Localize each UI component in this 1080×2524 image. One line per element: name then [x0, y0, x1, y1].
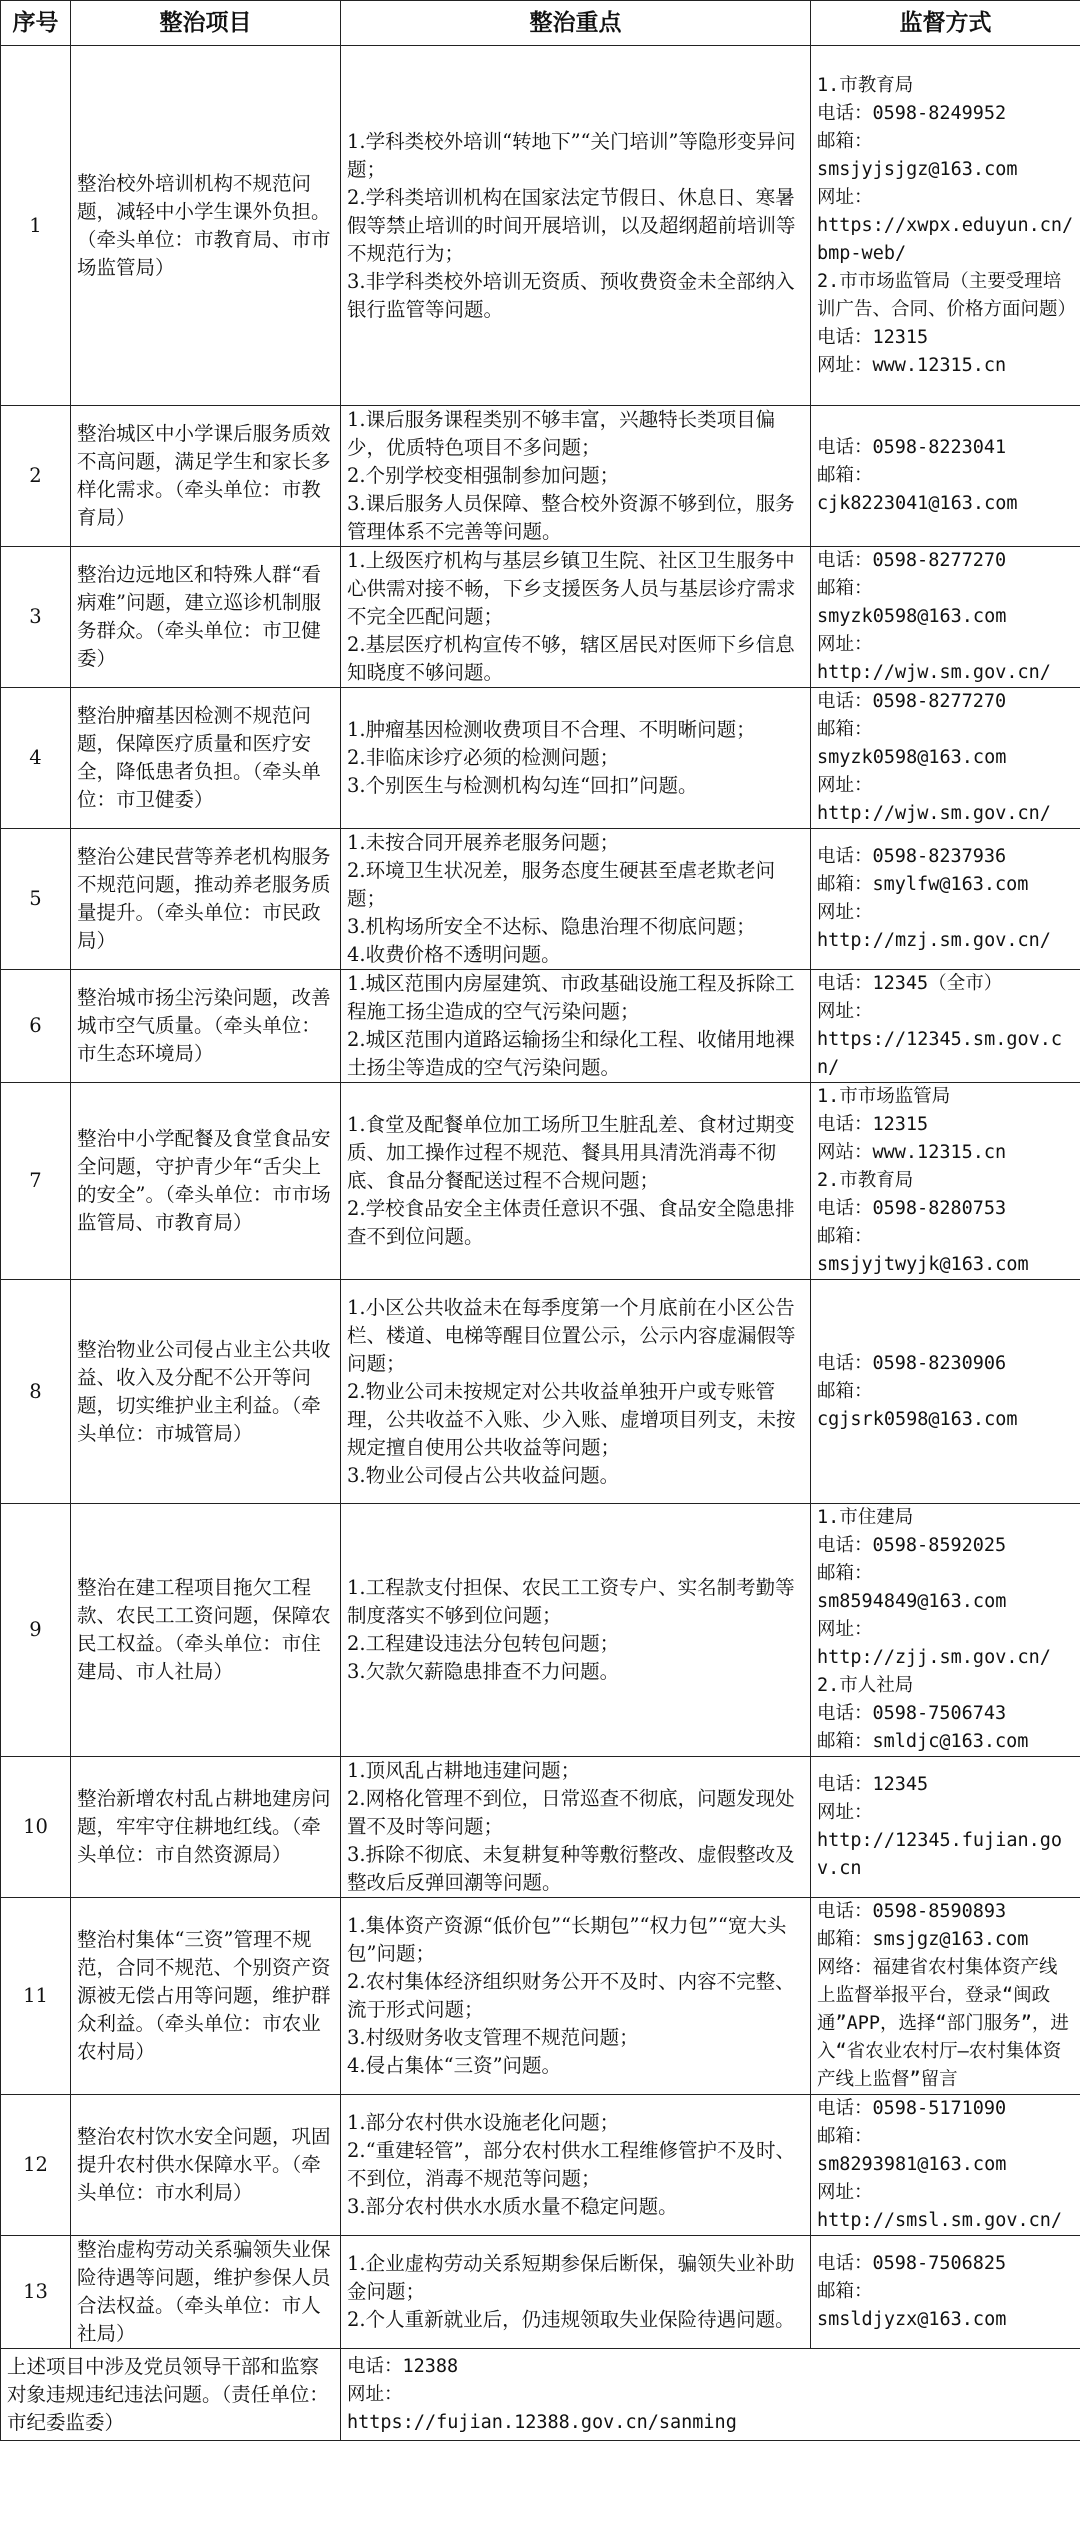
contact-line: 网址： — [817, 186, 873, 208]
rectification-item: 整治公建民营等养老机构服务不规范问题，推动养老服务质量提升。（牵头单位：市民政局） — [71, 829, 341, 970]
supervision-method — [811, 1280, 1080, 1504]
rectification-item: 整治物业公司侵占业主公共收益、收入及分配不公开等问题，切实维护业主利益。（牵头单位：市城管局） — [71, 1280, 341, 1504]
focus-point: 2.网格化管理不到位，日常巡查不彻底，问题发现处置不及时等问题； — [347, 1787, 795, 1838]
table-row — [1, 970, 1080, 1083]
contact-line: 网址： — [817, 902, 873, 923]
contact-line: 网络：福建省农村集体资产线上监督举报平台，登录“闽政通”APP，选择“部门服务”，进入“省农业农村厅—农村集体资产线上监督”留言 — [817, 1957, 1069, 2090]
contact-link[interactable]: cgjsrk0598@163.com — [817, 1408, 1018, 1430]
contact-line: 电话：12315 — [817, 1114, 929, 1135]
row-number: 1 — [1, 46, 71, 406]
rectification-item: 整治校外培训机构不规范问题，减轻中小学生课外负担。（牵头单位：市教育局、市市场监管局） — [71, 46, 341, 406]
focus-point: 3.非学科类校外培训无资质、预收费资金未全部纳入银行监管等问题。 — [347, 269, 795, 321]
contact-line: 网址： — [817, 1802, 873, 1823]
contact-line: 网址： — [347, 2383, 403, 2405]
contact-link[interactable]: smsjyjsjgz@163.com — [817, 158, 1018, 180]
contact-line: 邮箱： — [817, 1563, 873, 1584]
row-number: 12 — [1, 2095, 71, 2236]
contact-line: 邮箱： — [817, 1380, 873, 1402]
contact-line: 网址：www.12315.cn — [817, 354, 1007, 376]
rectification-item: 整治肿瘤基因检测不规范问题，保障医疗质量和医疗安全，降低患者负担。（牵头单位：市卫健委） — [71, 688, 341, 829]
contact-line: 1.市住建局 — [817, 1507, 914, 1528]
focus-point: 1.集体资产资源“低价包”“长期包”“权力包”“宽大头包”问题； — [347, 1914, 787, 1965]
contact-line: 电话：12388 — [347, 2355, 459, 2377]
contact-link[interactable]: https://fujian.12388.gov.cn/sanming — [347, 2411, 737, 2433]
contact-line: 电话：0598-7506743 — [817, 1703, 1007, 1724]
table-row — [1, 406, 1080, 547]
focus-point: 3.物业公司侵占公共收益问题。 — [347, 1463, 620, 1487]
contact-link[interactable]: http://zjj.sm.gov.cn/ — [817, 1647, 1051, 1668]
focus-point: 2.非临床诊疗必须的检测问题； — [347, 746, 620, 769]
table-row — [1, 46, 1080, 406]
contact-link[interactable]: cjk8223041@163.com — [817, 493, 1018, 514]
rectification-item: 整治在建工程项目拖欠工程款、农民工工资问题，保障农民工权益。（牵头单位：市住建局、市人社局） — [71, 1504, 341, 1757]
row-number: 7 — [1, 1083, 71, 1280]
table-row — [1, 1898, 1080, 2095]
contact-line: 邮箱： — [817, 578, 873, 599]
contact-link[interactable]: sm8594849@163.com — [817, 1591, 1007, 1612]
row-number: 9 — [1, 1504, 71, 1757]
supervision-method — [811, 2095, 1080, 2236]
row-number: 3 — [1, 547, 71, 688]
contact-line: 网站：www.12315.cn — [817, 1142, 1007, 1163]
focus-point: 3.课后服务人员保障、整合校外资源不够到位，服务管理体系不完善等问题。 — [347, 492, 795, 543]
rectification-item: 整治虚构劳动关系骗领失业保险待遇等问题，维护参保人员合法权益。（牵头单位：市人社局） — [71, 2236, 341, 2349]
contact-line: 网址： — [817, 2182, 873, 2203]
contact-link[interactable]: sm8293981@163.com — [817, 2154, 1007, 2175]
focus-point: 1.工程款支付担保、农民工工资专户、实名制考勤等制度落实不够到位问题； — [347, 1576, 795, 1627]
supervision-method — [811, 1757, 1080, 1898]
rectification-focus — [341, 1083, 811, 1280]
focus-point: 3.个别医生与检测机构勾连“回扣”问题。 — [347, 774, 698, 797]
focus-point: 2.工程建设违法分包转包问题； — [347, 1632, 620, 1655]
rectification-focus — [341, 1898, 811, 2095]
focus-point: 2.学科类培训机构在国家法定节假日、休息日、寒暑假等禁止培训的时间开展培训，以及超纲超前培训等不规范行为； — [347, 185, 796, 265]
rectification-focus — [341, 2095, 811, 2236]
contact-line: 2.市人社局 — [817, 1675, 914, 1696]
contact-link[interactable]: smyzk0598@163.com — [817, 747, 1007, 768]
supervision-method — [811, 970, 1080, 1083]
contact-line: 网址： — [817, 634, 873, 655]
contact-line: 电话：0598-7506825 — [817, 2253, 1007, 2274]
header-item: 整治项目 — [71, 1, 341, 46]
focus-point: 1.食堂及配餐单位加工场所卫生脏乱差、食材过期变质、加工操作过程不规范、餐具用具清洗消毒不彻底、食品分餐配送过程不合规问题； — [347, 1113, 795, 1192]
supervision-method — [811, 688, 1080, 829]
contact-line: 邮箱： — [817, 2126, 873, 2147]
row-number: 8 — [1, 1280, 71, 1504]
contact-line: 电话：12345（全市） — [817, 973, 1003, 994]
rectification-focus — [341, 2236, 811, 2349]
contact-line: 1.市市场监管局 — [817, 1086, 951, 1107]
focus-point: 1.企业虚构劳动关系短期参保后断保，骗领失业补助金问题； — [347, 2252, 795, 2303]
contact-line: 电话：0598-8237936 — [817, 846, 1007, 867]
focus-point: 2.个别学校变相强制参加问题； — [347, 464, 620, 487]
contact-line: 电话：0598-8277270 — [817, 550, 1007, 571]
supervision-method — [811, 1504, 1080, 1757]
rectification-focus — [341, 688, 811, 829]
contact-link[interactable]: smyzk0598@163.com — [817, 606, 1007, 627]
row-number: 6 — [1, 970, 71, 1083]
contact-line: 邮箱： — [817, 2281, 873, 2302]
table-row — [1, 547, 1080, 688]
focus-point: 3.村级财务收支管理不规范问题； — [347, 2026, 639, 2049]
focus-point: 1.学科类校外培训“转地下”“关门培训”等隐形变异问题； — [347, 129, 796, 181]
row-number: 11 — [1, 1898, 71, 2095]
contact-line: 2.市市场监管局（主要受理培训广告、合同、价格方面问题） — [817, 270, 1077, 320]
focus-point: 2.环境卫生状况差，服务态度生硬甚至虐老欺老问题； — [347, 859, 776, 910]
focus-point: 1.小区公共收益未在每季度第一个月底前在小区公告栏、楼道、电梯等醒目位置公示，公示内容虚漏假等问题； — [347, 1295, 796, 1375]
rectification-focus — [341, 547, 811, 688]
contact-link[interactable]: https://xwpx.eduyun.cn/bmp-web/ — [817, 214, 1074, 264]
table-header-row — [1, 1, 1080, 46]
focus-point: 1.肿瘤基因检测收费项目不合理、不明晰问题； — [347, 718, 756, 741]
contact-link[interactable]: http://mzj.sm.gov.cn/ — [817, 930, 1051, 951]
row-number: 2 — [1, 406, 71, 547]
rectification-focus — [341, 1280, 811, 1504]
rectification-focus — [341, 1504, 811, 1757]
focus-point: 3.欠款欠薪隐患排查不力问题。 — [347, 1660, 620, 1683]
table-row — [1, 2095, 1080, 2236]
contact-link[interactable]: 邮箱：smsjgz@163.com — [817, 1929, 1029, 1950]
focus-point: 2.物业公司未按规定对公共收益单独开户或专账管理，公共收益不入账、少入账、虚增项目列支，未按规定擅自使用公共收益等问题； — [347, 1379, 796, 1459]
rectification-item: 整治边远地区和特殊人群“看病难”问题，建立巡诊机制服务群众。（牵头单位：市卫健委） — [71, 547, 341, 688]
focus-point: 1.顶风乱占耕地违建问题； — [347, 1759, 581, 1782]
row-number: 10 — [1, 1757, 71, 1898]
footer-note: 上述项目中涉及党员领导干部和监察对象违规违纪违法问题。（责任单位：市纪委监委） — [1, 2349, 341, 2441]
contact-line: 网址： — [817, 1619, 873, 1640]
table-row — [1, 688, 1080, 829]
contact-line: 1.市教育局 — [817, 74, 914, 96]
focus-point: 2.“重建轻管”，部分农村供水工程维修管护不及时、不到位，消毒不规范等问题； — [347, 2139, 796, 2190]
focus-point: 1.城区范围内房屋建筑、市政基础设施工程及拆除工程施工扬尘造成的空气污染问题； — [347, 972, 795, 1023]
supervision-method — [811, 829, 1080, 970]
table-row — [1, 1504, 1080, 1757]
contact-line: 电话：12345 — [817, 1774, 929, 1795]
rectification-item: 整治中小学配餐及食堂食品安全问题，守护青少年“舌尖上的安全”。（牵头单位：市市场监管局、市教育局） — [71, 1083, 341, 1280]
contact-line: 电话：0598-5171090 — [817, 2098, 1007, 2119]
row-number: 13 — [1, 2236, 71, 2349]
contact-line: 2.市教育局 — [817, 1170, 914, 1191]
supervision-method — [811, 406, 1080, 547]
focus-point: 4.收费价格不透明问题。 — [347, 943, 561, 966]
contact-line: 电话：0598-8280753 — [817, 1198, 1007, 1219]
footer-supervision — [341, 2349, 1080, 2441]
supervision-method — [811, 46, 1080, 406]
contact-link[interactable]: 邮箱：smylfw@163.com — [817, 874, 1029, 895]
contact-line: 邮箱： — [817, 465, 873, 486]
contact-link[interactable]: http://wjw.sm.gov.cn/ — [817, 803, 1051, 824]
rectification-focus — [341, 970, 811, 1083]
supervision-method — [811, 2236, 1080, 2349]
contact-link[interactable]: 邮箱：smldjc@163.com — [817, 1731, 1029, 1752]
contact-link[interactable]: smsldjyzx@163.com — [817, 2309, 1007, 2330]
contact-link[interactable]: http://12345.fujian.gov.cn — [817, 1830, 1063, 1879]
focus-point: 2.学校食品安全主体责任意识不强、食品安全隐患排查不到位问题。 — [347, 1197, 795, 1248]
rectification-item: 整治新增农村乱占耕地建房问题，牢牢守住耕地红线。（牵头单位：市自然资源局） — [71, 1757, 341, 1898]
row-number: 4 — [1, 688, 71, 829]
contact-line: 网址： — [817, 1001, 873, 1022]
table-row — [1, 1280, 1080, 1504]
table-body — [1, 46, 1080, 2441]
focus-point: 1.未按合同开展养老服务问题； — [347, 831, 620, 854]
contact-line: 电话：0598-8230906 — [817, 1352, 1007, 1374]
supervision-method — [811, 1083, 1080, 1280]
contact-line: 邮箱： — [817, 130, 873, 152]
contact-line: 电话：0598-8223041 — [817, 437, 1007, 458]
contact-line: 邮箱： — [817, 1226, 873, 1247]
contact-line: 电话：0598-8277270 — [817, 691, 1007, 712]
contact-line: 电话：12315 — [817, 326, 929, 348]
row-number: 5 — [1, 829, 71, 970]
rectification-focus — [341, 829, 811, 970]
focus-point: 3.机构场所安全不达标、隐患治理不彻底问题； — [347, 915, 756, 938]
focus-point: 1.课后服务课程类别不够丰富，兴趣特长类项目偏少，优质特色项目不多问题； — [347, 408, 776, 459]
rectification-focus — [341, 1757, 811, 1898]
focus-point: 1.部分农村供水设施老化问题； — [347, 2111, 620, 2134]
rectification-focus — [341, 46, 811, 406]
contact-line: 电话：0598-8249952 — [817, 102, 1007, 124]
contact-line: 网址： — [817, 775, 873, 796]
contact-link[interactable]: http://smsl.sm.gov.cn/ — [817, 2210, 1063, 2231]
rectification-item: 整治农村饮水安全问题，巩固提升农村供水保障水平。（牵头单位：市水利局） — [71, 2095, 341, 2236]
table-row — [1, 1083, 1080, 1280]
footer-row — [1, 2349, 1080, 2441]
contact-link[interactable]: https://12345.sm.gov.cn/ — [817, 1029, 1063, 1078]
contact-line: 电话：0598-8590893 — [817, 1901, 1007, 1922]
supervision-method — [811, 547, 1080, 688]
header-supervision: 监督方式 — [811, 1, 1080, 46]
rectification-item: 整治村集体“三资”管理不规范，合同不规范、个别资产资源被无偿占用等问题，维护群众利益。（牵头单位：市农业农村局） — [71, 1898, 341, 2095]
supervision-method — [811, 1898, 1080, 2095]
focus-point: 2.个人重新就业后，仍违规领取失业保险待遇问题。 — [347, 2308, 795, 2331]
rectification-focus — [341, 406, 811, 547]
focus-point: 1.上级医疗机构与基层乡镇卫生院、社区卫生服务中心供需对接不畅，下乡支援医务人员与基层诊疗需求不完全匹配问题； — [347, 549, 796, 628]
table-row — [1, 829, 1080, 970]
rectification-item: 整治城市扬尘污染问题，改善城市空气质量。（牵头单位：市生态环境局） — [71, 970, 341, 1083]
rectification-item: 整治城区中小学课后服务质效不高问题，满足学生和家长多样化需求。（牵头单位：市教育局） — [71, 406, 341, 547]
table-row — [1, 2236, 1080, 2349]
focus-point: 4.侵占集体“三资”问题。 — [347, 2054, 562, 2077]
contact-line: 邮箱： — [817, 719, 873, 740]
contact-link[interactable]: smsjyjtwyjk@163.com — [817, 1254, 1029, 1275]
header-no: 序号 — [1, 1, 71, 46]
table-row — [1, 1757, 1080, 1898]
focus-point: 3.部分农村供水水质水量不稳定问题。 — [347, 2195, 678, 2218]
header-focus: 整治重点 — [341, 1, 811, 46]
contact-link[interactable]: http://wjw.sm.gov.cn/ — [817, 662, 1051, 683]
focus-point: 2.城区范围内道路运输扬尘和绿化工程、收储用地裸土扬尘等造成的空气污染问题。 — [347, 1028, 795, 1079]
focus-point: 2.农村集体经济组织财务公开不及时、内容不完整、流于形式问题； — [347, 1970, 795, 2021]
focus-point: 2.基层医疗机构宣传不够，辖区居民对医师下乡信息知晓度不够问题。 — [347, 633, 795, 684]
contact-line: 电话：0598-8592025 — [817, 1535, 1007, 1556]
focus-point: 3.拆除不彻底、未复耕复种等敷衍整改、虚假整改及整改后反弹回潮等问题。 — [347, 1843, 795, 1894]
